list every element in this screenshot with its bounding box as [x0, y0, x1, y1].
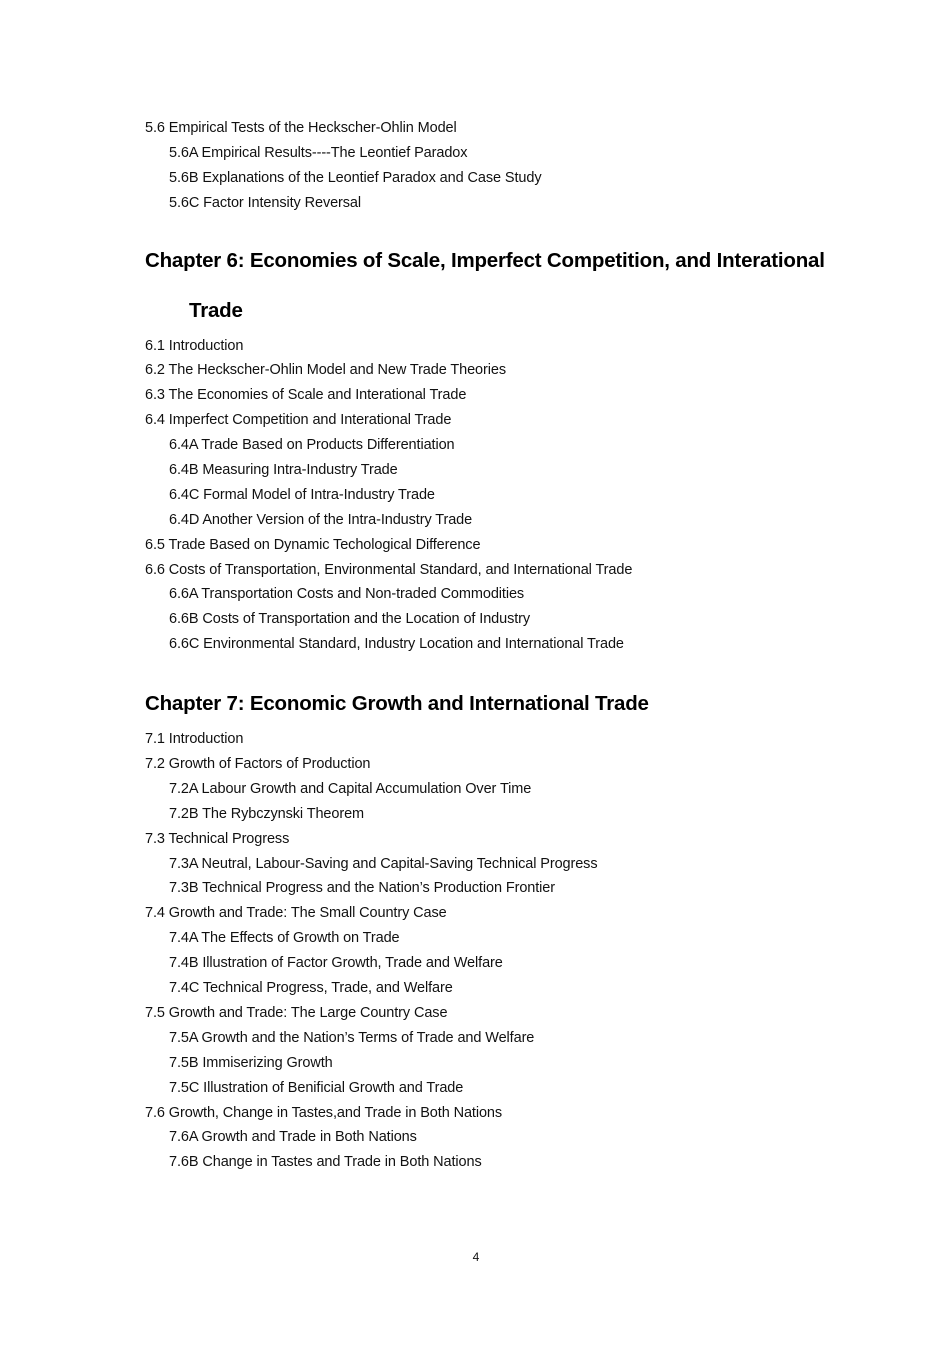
toc-entry-6-1: 6.1 Introduction — [145, 337, 244, 354]
toc-entry-6-6c: 6.6C Environmental Standard, Industry Location and International Trade — [169, 636, 624, 653]
toc-entry-6-5: 6.5 Trade Based on Dynamic Techological Difference — [145, 536, 481, 553]
toc-entry-6-4a: 6.4A Trade Based on Products Differentiation — [169, 437, 455, 454]
table-of-contents — [145, 116, 865, 1175]
toc-entry-7-4: 7.4 Growth and Trade: The Small Country Case — [145, 905, 447, 922]
toc-entry-7-3a: 7.3A Neutral, Labour-Saving and Capital-Saving Technical Progress — [169, 855, 598, 872]
toc-entry-7-5a: 7.5A Growth and the Nation’s Terms of Trade and Welfare — [169, 1029, 535, 1046]
toc-entry-7-2: 7.2 Growth of Factors of Production — [145, 756, 371, 773]
toc-entry-7-3b: 7.3B Technical Progress and the Nation’s Production Frontier — [169, 880, 555, 897]
toc-entry-6-4: 6.4 Imperfect Competition and Interational Trade — [145, 412, 452, 429]
toc-entry-7-6: 7.6 Growth, Change in Tastes,and Trade in Both Nations — [145, 1104, 503, 1121]
chapter-6-list — [145, 334, 865, 658]
toc-entry-6-3: 6.3 The Economies of Scale and Interational Trade — [145, 387, 467, 404]
toc-entry-6-4b: 6.4B Measuring Intra-Industry Trade — [169, 462, 398, 479]
toc-entry-6-6: 6.6 Costs of Transportation, Environmental Standard, and International Trade — [145, 561, 633, 578]
toc-entry-5-6: 5.6 Empirical Tests of the Heckscher-Ohlin Model — [145, 120, 457, 136]
toc-entry-7-1: 7.1 Introduction — [145, 731, 244, 748]
page-number: 4 — [472, 1250, 480, 1264]
toc-entry-7-6a: 7.6A Growth and Trade in Both Nations — [169, 1129, 417, 1146]
chapter-7-list — [145, 727, 865, 1175]
toc-entry-7-5b: 7.5B Immiserizing Growth — [169, 1054, 333, 1071]
toc-entry-7-3: 7.3 Technical Progress — [145, 830, 290, 847]
toc-entry-7-4c: 7.4C Technical Progress, Trade, and Welfare — [169, 980, 453, 997]
chapter-6-heading — [145, 246, 865, 326]
chapter-6-title-line1: Chapter 6: Economies of Scale, Imperfect Competition, and Interational — [145, 248, 825, 272]
toc-entry-7-5: 7.5 Growth and Trade: The Large Country Case — [145, 1004, 448, 1021]
toc-entry-7-5c: 7.5C Illustration of Benificial Growth and Trade — [169, 1079, 464, 1096]
toc-entry-7-4a: 7.4A The Effects of Growth on Trade — [169, 930, 400, 947]
toc-entry-5-6c: 5.6C Factor Intensity Reversal — [169, 194, 362, 211]
toc-entry-5-6a: 5.6A Empirical Results----The Leontief Paradox — [169, 144, 468, 161]
toc-entry-7-2a: 7.2A Labour Growth and Capital Accumulation Over Time — [169, 780, 532, 797]
section-5-6-list — [145, 116, 865, 216]
chapter-7-heading — [145, 689, 865, 719]
toc-entry-7-6b: 7.6B Change in Tastes and Trade in Both Nations — [169, 1154, 482, 1171]
toc-entry-6-6b: 6.6B Costs of Transportation and the Location of Industry — [169, 611, 531, 628]
chapter-7-title: Chapter 7: Economic Growth and International Trade — [145, 692, 649, 716]
toc-entry-6-4d: 6.4D Another Version of the Intra-Industry Trade — [169, 511, 473, 528]
toc-entry-6-2: 6.2 The Heckscher-Ohlin Model and New Trade Theories — [145, 362, 506, 379]
toc-entry-7-2b: 7.2B The Rybczynski Theorem — [169, 805, 365, 822]
toc-entry-7-4b: 7.4B Illustration of Factor Growth, Trade and Welfare — [169, 955, 503, 972]
toc-entry-6-6a: 6.6A Transportation Costs and Non-traded Commodities — [169, 586, 525, 603]
toc-entry-5-6b: 5.6B Explanations of the Leontief Paradox and Case Study — [169, 169, 542, 186]
chapter-6-title-line2: Trade — [189, 298, 243, 322]
toc-entry-6-4c: 6.4C Formal Model of Intra-Industry Trade — [169, 486, 435, 503]
